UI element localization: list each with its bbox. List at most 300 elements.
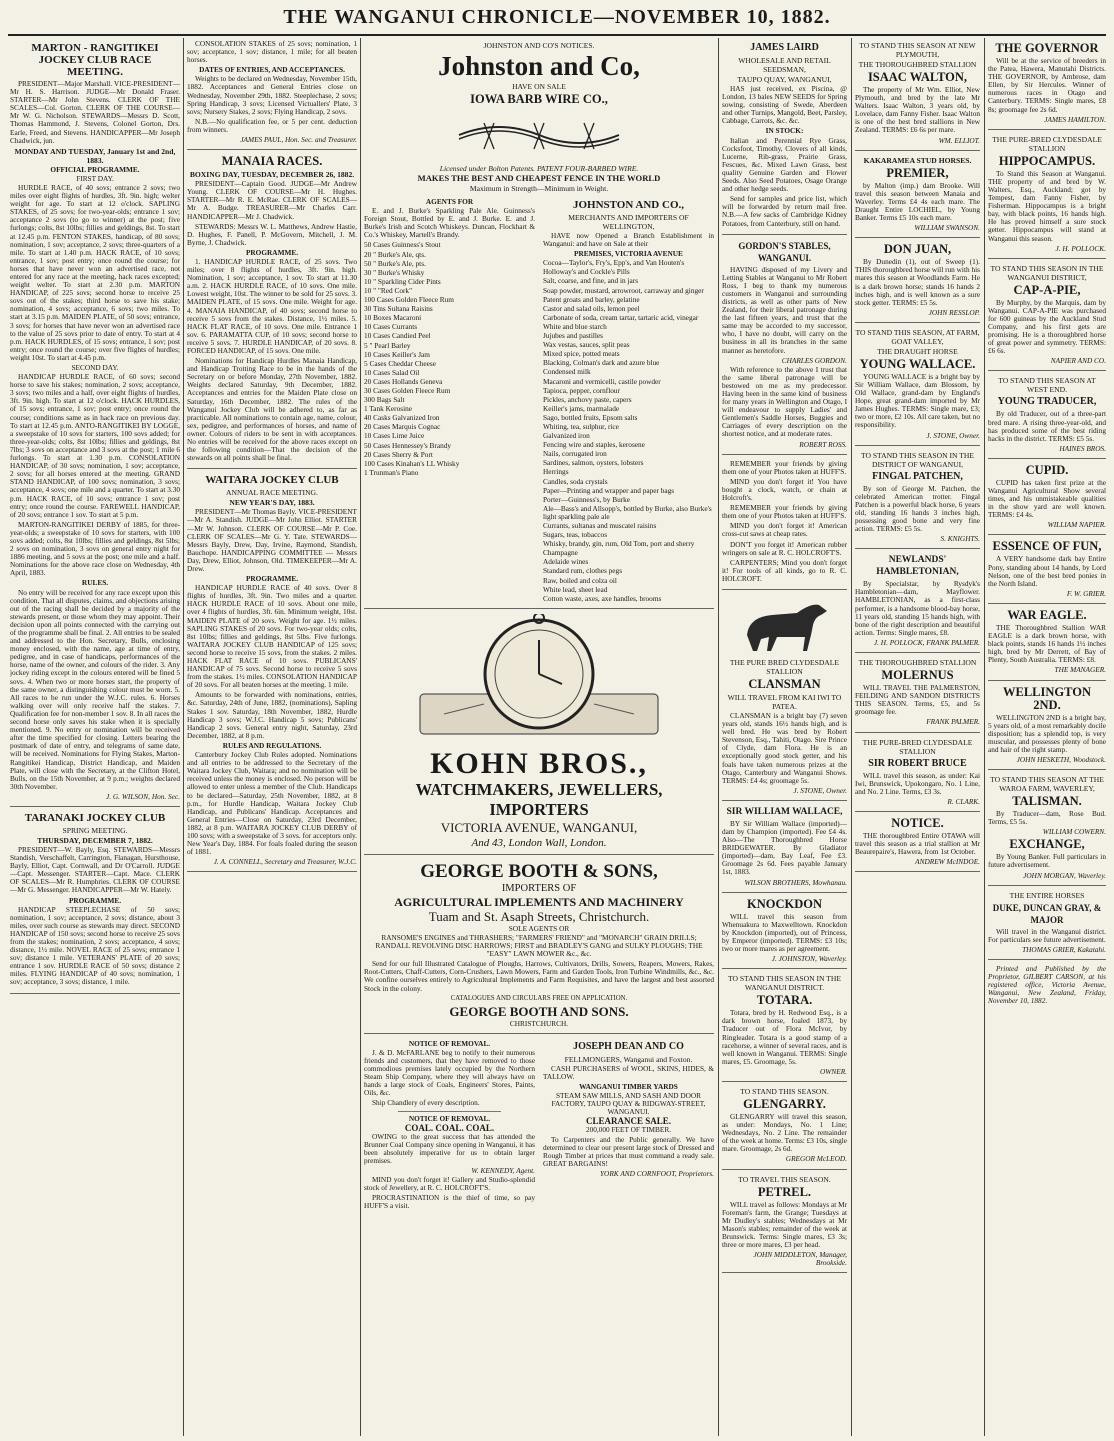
booth-name: GEORGE BOOTH & SONS, [420,860,658,882]
johnston-left [364,197,535,604]
duncan-signature: THOMAS GRIER, Kakatahi. [1022,944,1106,954]
young-traducer-text: By old Traducer, out of a three-part bred mare. A rising three-year-old, and has produced some of the best riding hacks in the district. TERMS: £5 5s. [988,409,1106,443]
stock-item: 50 " Burke's Ale, pts. [364,258,426,268]
stock-item: Candles, soda crystals [543,476,608,486]
column-divider [718,38,719,1436]
hippocampus-name: HIPPOCAMPUS. [998,153,1096,168]
essence-signature: F. W. GRIER. [1066,588,1106,598]
totara-signature: OWNER. [820,1066,847,1076]
stock-item: 10 Cases Salad Oil [364,367,420,377]
laird-stock: Italian and Perennial Rye Grass, Cocksfoot, Timothy, Clovers of all kinds, Lucerne, Rib-grass, Prairie Grass, Fescues, &c. Mixed Lawn Grass, best quality Genuine Garden and Flower Seeds. Also Seed Potatoes, Osage Orange and other hedge seeds. [722,135,847,194]
stock-item: Galvanized iron [543,431,590,441]
molernus-heading: THE THOROUGHBRED STALLION [858,658,977,668]
gordon-signature: CHARLES GORDON. [781,355,847,365]
stock-item: 40 Casks Galvanized Iron [364,413,440,423]
cupid-advert [988,464,1106,536]
stock-item: 50 Cases Guinness's Stout [364,240,441,250]
war-eagle-heading: WAR EAGLE. [1007,607,1087,622]
gordon-signature2: ROBERT ROSS. [799,439,847,449]
knockdon-advert [722,898,847,970]
manaia-text: 1. HANDICAP HURDLE RACE, of 25 sovs. Two miles; over 8 flights of hurdles, 3ft. 9in. high. Nomination, 1 sov; acceptance, 1 sov. To start at 11.30 a.m. 2. HACK HURDLE RACE, of 10 sovs. One mile. Lowest weight, 10st. The winner to be sold for 25 sovs. 3. MAIDEN PLATE, of 15 sovs. One mile. Weight for age. 4. MANAIA HANDICAP, of 40 sovs; second horse to receive 5 sovs from the stakes. Distance, 1½ miles. 5. HACK FLAT RACE, of 10 sovs. One mile. Entrance 1 sov. 6. PARAMATTA CUP, of 10 sovs; second horse to receive 5 sovs. 7. HURDLE HANDICAP, of 20 sovs. 8. FORCED HANDICAP, of 15 sovs. One mile. [187,256,357,355]
totara-heading: TO STAND THIS SEASON IN THE WANGANUI DISTRICT. [727,974,842,993]
exchange-name: EXCHANGE, [1009,837,1085,852]
governor-signature: JAMES HAMILTON. [1044,114,1106,124]
kohn-trade: WATCHMAKERS, JEWELLERS, IMPORTERS [415,779,663,819]
stock-item: Condensed milk [543,367,591,377]
clansman-advert [722,595,847,801]
gordon-text: HAVING disposed of my Livery and Letting Stables at Wanganui to Mr Robert Ross, I beg to thank my numerous customers in Wanganui and surrounding districts, as well as other parts of New Zealand, for their liberal patronage during the last fifteen years, and trust that the same may be accorded to my successor, who, I have no doubt, will carry on the business in all its branches in the same manner as heretofore. [722,264,847,355]
timber-heading: WANGANUI TIMBER YARDS [579,1081,678,1091]
dean-heading: JOSEPH DEAN AND CO [573,1040,684,1052]
knockdon-signature: J. JOHNSTON, Waverley. [771,954,847,964]
johnston2-sub: MERCHANTS AND IMPORTERS OF WELLINGTON, [568,213,689,231]
glengarry-signature: GREGOR McLEOD. [785,1154,847,1164]
wallace-signature: WILSON BROTHERS, Mowhanau. [744,877,847,887]
laird-advert [722,42,847,235]
fingal-heading: TO STAND THIS SEASON IN THE DISTRICT OF WANGANUI, [860,450,975,469]
cap-a-pie-signature: NAPIER AND CO. [1050,356,1106,366]
cap-a-pie-advert [988,264,1106,372]
waitara-closing: Amounts to be forwarded with nominations, entries, &c. Saturday, 24th of June, 1882, (nominations), Sapling Stakes 1 sov. Saturday, 18th November, 1882, Hurdle Handicap 3 sovs; W.J.C. Handicap 5 sovs; Publicans' Handicap 2 sovs. General entry night, Saturday, 23rd December, 1882, at 8 p.m. [187,690,357,740]
timber-signature: YORK AND CORNFOOT, Proprietors. [600,1168,714,1178]
laird-sub: WHOLESALE AND RETAIL SEEDSMAN, [738,56,831,74]
robert-bruce-advert [855,738,980,812]
stock-item: 20 Cases Hollands Geneva [364,376,443,386]
marton-officers: PRESIDENT—Major Marshall. VICE-PRESIDENT—Mr H. S. Harrison. JUDGE—Mr Donald Fraser. STARTER—Mr John Stevens. CLERK OF THE SCALES—Col. Gorton. CLERK OF THE COURSE—Mr W. G. Nicholson. STEWARDS—Messrs D. Scott, Thomas Hammond, J. Stevens, Colonel Gorton, Drs. Earle, Freed, and Stevens. HANDICAPPER—Mr Joseph Chadwick, jun. [10,79,180,145]
glengarry-advert [722,1087,847,1170]
patent-line: Licensed under Bolton Patents. PATENT FOUR-BARBED WIRE. [439,164,639,173]
governor-advert [988,42,1106,130]
marton-first-day: FIRST DAY. [76,173,114,183]
stock-item: Whiting, tea, sulphur, rice [543,421,619,431]
wellington-heading: WELLINGTON 2ND. [1003,684,1091,712]
nb-text: N.B.—No qualification fee, or 5 per cent. deduction from winners. [187,116,357,134]
dean-text: CASH PURCHASERS of WOOL, SKINS, HIDES, & TALLOW. [543,1063,714,1081]
johnston-two-column [364,197,714,604]
don-juan-advert [855,243,980,323]
johnston-right [543,197,714,604]
molernus-signature: FRANK PALMER. [926,717,980,727]
premier-advert [855,156,980,239]
taranaki-heading: TARANAKI JOCKEY CLUB [24,811,166,824]
talisman-text: By Traducer—dam, Rose Bud. Terms, £5 5s. [988,809,1106,827]
stock-item: Porter—Guinness's, by Burke [543,494,631,504]
maximum-line: Maximum in Strength—Minimum in Weight. [469,184,609,193]
stock-item: 20 " Burke's Ale, qts. [364,249,426,259]
makes-line: MAKES THE BEST AND CHEAPEST FENCE IN THE WORLD [417,173,661,183]
agents-text: E. and J. Burke's Sparkling Pale Ale. Guinness's Foreign Stout, Bottled by E. and J. Burke. E. and J. Burke's Irish and Scotch Whiskeys. Duncan, Flockhart & Co.'s Whiskey, Martell's Brandy. [364,206,535,240]
gordon-advert [722,240,847,455]
petrel-text: WILL travel as follows: Mondays at Mr Foreman's farm, the Grange; Tuesdays at Mr Dudley's stables; Wednesdays at Mr Mason's stables; remainder of the week at Brunswick. Terms: Single mares, £3 3s; three or more mares, £3 per head. [722,1199,847,1249]
totara-name: TOTARA. [756,993,813,1008]
war-eagle-text: THE Thoroughbred Stallion WAR EAGLE is a dark brown horse, with black points, stands 16 hands 1½ inches high, bred by Mr Derrett, of Bay of Plenty, South Australia. TERMS: £8. [988,622,1106,665]
exchange-text: By Young Banker. Full particulars in future advertisement. [988,852,1106,870]
booth-importers: IMPORTERS OF [501,882,577,894]
column-divider [984,38,985,1436]
booth-signature: GEORGE BOOTH AND SONS. [449,1003,629,1019]
essence-advert [988,540,1106,603]
waitara-signature: J. A. CONNELL, Secretary and Treasurer, W.J.C. [213,857,357,867]
marton-rules-title: RULES. [81,578,109,588]
stock-item: 10 " "Red Cork" [364,285,413,295]
stock-item: 10 Boxes Macaroni [364,313,422,323]
short-notice: MIND you don't forget it! You have bought a clock, watch, or chain at Holcroft's. [722,476,847,503]
imprint: Printed and Published by the Proprietor, GILBERT CARSON, at his registered office, Victoria Avenue, Wanganui, New Zealand, Friday, November 10, 1882. [988,963,1106,1006]
petrel-signature: JOHN MIDDLETON, Manager, Brookside. [753,1250,847,1268]
hippocampus-advert [988,135,1106,259]
taranaki-text: HANDICAP STEEPLECHASE of 50 sovs; nomination, 1 sov; acceptance, 2 sovs; distance, about 3 miles, over such course as stewards may direct. SECOND HANDICAP of 150 sovs; second horse to receive 25 sovs from the stakes; nomination, 2 sovs; acceptance, 4 sovs; distance, 1½ mile. NOVEL RACE of 25 sovs; entrance 1 sov; distance 1 mile. VETERANS' PLATE of 20 sovs; entrance 1 sov. HURDLE RACE of 50 sovs; distance 2 miles. FLYING HANDICAP of 40 sovs; nomination, 1 sov; acceptance, 3 sovs; distance, 1 mile. [10,904,180,987]
lower-two-column [364,1039,714,1213]
wallace-heading: SIR WILLIAM WALLACE, [726,806,843,817]
governor-text: Will be at the service of breeders in the Patea, Hawera, Manutahi Districts. THE GOVERNOR, by Ambrose, dam Ellen, by Sir Hercules. Winner of numerous races in Otago and Canterbury. TERMS: Single mares, £8 8s; groomage fee 2s 6d. [988,56,1106,114]
gordon-heading: GORDON'S STABLES, WANGANUI. [738,240,831,263]
stock-item: White and blue starch [543,321,607,331]
column-divider [183,38,184,1436]
huffs-notices [722,460,847,590]
stock-item: Mixed spice, potted meats [543,349,620,359]
stock-item: Ale—Bass's and Allsopp's, bottled by Burke, also Burke's light sparkling pale ale [543,503,712,521]
essence-heading: ESSENCE OF FUN, [992,539,1102,554]
fingal-text: By son of George M. Patchen, the celebrated American trotter. Fingal Patchen is a powerful black horse, 6 years old, standing 16 hands 3 inches high, possessing good bone and very fine action. TERMS: £5 5s. [855,483,980,534]
dean-column [543,1039,714,1213]
young-wallace-caption: THE DRAUGHT HORSE [877,346,958,356]
taranaki-programme-title: PROGRAMME. [68,895,122,905]
wallace-advert [722,806,847,893]
stock-item: 300 Bags Salt [364,395,405,405]
waitara-advert [187,474,357,872]
short-notice: REMEMBER your friends by giving them one of your Photos taken at HUFF'S. [722,503,847,521]
don-juan-heading: DON JUAN, [883,242,952,257]
stock-item: Carbonate of soda, cream tartar, tartaric acid, vinegar [543,312,699,322]
waitara-heading: WAITARA JOCKEY CLUB [205,474,339,487]
essence-text: A VERY handsome dark bay Entire Pony, standing about 14 hands, by Lord Nelson, one of the best bred ponies in the North Island. [988,554,1106,588]
stock-item: Jujubes and pastilles [543,331,603,341]
stock-item: 100 Cases Kinahan's LL Whisky [364,458,460,468]
kohn-address: VICTORIA AVENUE, WANGANUI, [440,819,638,835]
fingal-name: FINGAL PATCHEN, [872,470,963,482]
stock-item: Adelaide wines [543,557,589,567]
stock-item: Currants, sultanas and muscatel raisins [543,521,657,530]
have-on-sale: HAVE ON SALE [512,82,566,91]
johnston2-title: JOHNSTON AND CO., [572,199,685,211]
duncan-advert [988,891,1106,960]
manaia-nominations: Nominations for Handicap Hurdles Manaia Handicap, and Handicap Trotting Race to be in the hands of the Secretary on or before Monday, 27th November, 1882. Weights declared Saturday, 9th December, 1882. Acceptances and entries for the Maiden Plate close on Saturday, 16th December, 1882. The rules of the Wanganui Jockey Club will be adhered to, as far as practicable. All nominations to contain age, name, colour, sex, pedigree, and performances of horses, and name of owner. Colours of riders to be sent in with acceptances. No entries will be received for the above races except on the following condition—That the decision of the stewards on all points shall be final. [187,356,357,463]
stock-item: Whisky, brandy, gin, rum, Old Tom, port and sherry [543,539,695,549]
robert-bruce-name: SIR ROBERT BRUCE [868,757,967,769]
kohn-name: KOHN BROS., [430,746,648,780]
stock-item: Holloway's and Cockle's Pills [543,267,630,277]
marton-programme-title: OFFICIAL PROGRAMME. [50,164,140,174]
war-eagle-signature: THE MANAGER. [1054,665,1106,675]
molernus-advert [855,658,980,732]
stock-item: 10 Cases Candied Peel [364,331,431,341]
dean-sub: FELLMONGERS, Wanganui and Foxton. [564,1054,693,1064]
short-notice: CARPENTERS; Mind you don't forget it! For tools of all kinds, go to R. C. HOLCROFT. [722,557,847,583]
marton-heading: MARTON - RANGITIKEI JOCKEY CLUB RACE MEETING. [31,42,159,78]
kohn-advert [364,614,714,855]
manaia-heading: MANAIA RACES. [221,154,323,169]
isaac-walton-advert [855,41,980,151]
removal2-title: NOTICE OF REMOVAL. [408,1113,491,1123]
petrel-advert [722,1175,847,1274]
coal-signature: W. KENNEDY, Agent. [471,1166,535,1176]
stock-item: 5 Cases Cheddar Cheese [364,358,436,368]
talisman-advert [988,775,1106,886]
notice-heading: NOTICE. [891,815,944,830]
stock-list-left [364,241,535,476]
don-juan-text: By Dunedin (1), out of Sweep (1). THIS thoroughbred horse will run with his mares this season at Woodlands Farm. He is a dark brown horse; stands 16 hands 2 inches high, and is well known as a sure stock getter. TERMS: £5 5s. [855,257,980,307]
consolation-advert [187,40,357,150]
column-6 [988,40,1106,1432]
consolation-text: CONSOLATION STAKES of 25 sovs; nomination, 1 sov; acceptance, 1 sov; distance, 1 mile; for all beaten horses. [187,40,357,65]
isaac-name: ISAAC WALTON, [867,70,968,84]
timber-feet: 200,000 FEET OF TIMBER. [585,1125,672,1135]
laird-address: TAUPO QUAY, WANGANUI, [737,75,832,84]
stock-item: 10 Cases Currants [364,322,418,332]
booth-line: AGRICULTURAL IMPLEMENTS AND MACHINERY [394,894,684,909]
booth-text: Send for our full Illustrated Catalogue of Ploughs, Harrows, Cultivators, Drills, Sowers, Reapers, Mowers, Rakes, Root-Cutters, Chaff-Cutters, Corn-Crushers, Lawn Mowers, Farm and Garden Tools, Iron Turbine Windmills, &c., &c. We confine ourselves entirely to Agricultural Implements and Farm Requisites, and have the largest and best assorted Stock in the colony. [364,959,714,993]
stock-item: Pickles, anchovy paste, capers [543,394,632,404]
manaia-date: BOXING DAY, TUESDAY, DECEMBER 26, 1882. [189,170,355,180]
stock-item: Macaroni and vermicelli, castile powder [543,376,661,386]
stock-item: 100 Cases Golden Fleece Rum [364,295,454,305]
notice-signature: ANDREW McINDOE. [915,857,980,867]
hippocampus-text: To Stand this Season at Wanganui. THE property of and bred by W. Walters, Esq., Auckland; got by Tempest, dam Fanny Fisher, by Fisherman. Hippocampus is a bright bay, with black points, 16 hands high. He has proved himself a sure stock getter. Hippocampus will stand at Wanganui this season. [988,168,1106,243]
stock-item: 20 Cases Sherry & Port [364,449,433,459]
hippocampus-caption: THE PURE-BRED CLYDESDALE STALLION [992,134,1102,153]
stock-item: Fencing wire and staples, kerosene [543,440,645,450]
removal-column [364,1039,535,1213]
molernus-text: WILL TRAVEL THE PALMERSTON, FEILDING AND SANDON DISTRICTS THIS SEASON. Terms, £5, and 5s groomage fee. [855,683,980,717]
paul-signature: JAMES PAUL, Hon. Sec. and Treasurer. [240,135,357,145]
marton-derby-text: MARTON-RANGITIKEI DERBY of 1885, for three-year-olds; a sweepstake of 10 sovs for starters, with 100 sovs added; colts, 8st 10lbs; fillies and geldings, 8st 5lbs; 2 sovs on nomination, 3 sovs on general entry night for 1886 meeting, and 5 sovs at the post; one mile and a half. Nominations for the above race close on Wednesday, 4th April, 1883. [10,519,180,578]
timber-sub: STEAM SAW MILLS, AND SASH AND DOOR FACTORY, TAUPO QUAY & RIDGWAY-STREET, WANGANUI. [551,1091,706,1117]
duncan-name: DUKE, DUNCAN GRAY, & MAJOR [992,902,1102,925]
petrel-heading: TO TRAVEL THIS SEASON. [738,1174,831,1184]
masthead: THE WANGANUI CHRONICLE—NOVEMBER 10, 1882. [283,6,831,28]
stock-item: 30 Cases Golden Fleece Rum [364,385,451,395]
clansman-text: CLANSMAN is a bright bay (7) seven years old, stands 16½ hands high, and is well bred. He was bred by Robert Stevenson, Esq., Tahiti, Otago. Sire Prince of Clyde, dam Flora. He is an exceptionally good stock getter, and his foals have taken numerous prizes at the Otago, Canterbury and Wanganui Shows. TERMS: £4 4s; groomage 5s. [722,710,847,785]
short-notice: MIND you don't forget it! American cross-cut saws at cheap rates. [722,521,847,539]
don-juan-signature: JOHN RESSLOP. [928,307,980,317]
stock-item: Patent groats and barley, gelatine [543,294,640,304]
stock-item: Salt, coarse, and fine, and in jars [543,276,639,286]
booth-city: CHRISTCHURCH. [509,1018,569,1028]
isaac-text: The property of Mr Wm. Elliot, New Plymouth, and bred by the late Mr Walters. Isaac Walton, 3 years old, by Lovelace, dam Fanny Fisher. Isaac Walton is one of the best bred stallions in New Zealand. TERMS: £6 6s per mare. [855,85,980,135]
wellington-advert [988,686,1106,771]
talisman-name: TALISMAN. [1012,794,1082,809]
notice-text: THE thoroughbred Entire OTAWA will travel this season as a trial stallion at Mr Beaurepaire's, Hawera, from 1st October. [855,830,980,857]
premier-name: PREMIER, [886,165,949,180]
column-divider [360,38,361,1436]
column-3 [364,40,714,1432]
taranaki-date: THURSDAY, DECEMBER 7, 1882. [37,835,153,845]
clansman-name: CLANSMAN [748,676,821,691]
hambletonian-heading: NEWLANDS' HAMBLETONIAN, [876,555,959,578]
stock-item: Tapioca, pepper, cornflour [543,385,620,395]
marton-signature: J. G. WILSON, Hon. Sec. [106,791,180,801]
marton-rules-text: No entry will be received for any race except upon this condition, That all disputes, claims, and objections arising out of the racing shall be decided by a majority of the stewards present, or those whom they may appoint. Their decision upon all points connected with the carrying out of the programme shall be final. 2. All entries to be sealed and addressed to the Hon. Secretary, Bulls, enclosing money enclosed, with the name, age at time of entry, pedigree, and in case of handicaps, performances of the horse, name of the owner, and colours of the rider. 3. Any jockey riding except in the colours entered will be fined 5 sovs. 4. When two or more horses start, the property of the same owner, a distinguishing colour must be worn. 5. All races to be run under the W.J.C. rules. 6. Horses walking over will only receive half the stakes. 7. Qualification fee for non-member 1 sov. 8. In all races the second horse only saves his stake when it is specially mentioned. 9. No entry or nomination will be received after the time specified for closing. Letters bearing the postmark of date of entry, and telegrams of same date, will be received. Nominations for Flying Stakes, Marton-Rangitikei Handicap, District Handicap, and Maiden Plate, will close with the Secretary, at the Clifton Hotel, Bulls, on the 15th November, at 9 p.m.; weights declared 30th November. [10,587,180,791]
stock-item: Wax vestas, sauces, split peas [543,340,630,350]
waitara-programme-title: PROGRAMME. [245,574,299,584]
stock-item: 10 Cases Lime Juice [364,431,425,441]
wellington-signature: JOHN HESKETH, Woodstock. [1016,754,1106,764]
totara-text: Totara, bred by H. Redwood Esq., is a dark brown horse, foaled 1873, by Traducer out of Flora McIvor, by Ringleader. Totara is a good stamp of a racehorse, a winner of several races, and is well known in Wanganui. TERMS: Single mares, £5. Groomage, 5s. [722,1008,847,1066]
stock-item: Sugars, teas, tobaccos [543,530,608,540]
manaia-programme-title: PROGRAMME. [245,247,299,257]
isaac-caption: THE THOROUGHBRED STALLION [858,60,977,69]
taranaki-officers: PRESIDENT—W. Bayly, Esq. STEWARDS—Messrs Standish, Verschaffelt, Carrington, Flanagan, Hursthouse, Bayly, Elliot, Capt. Cornwall, and Dr O'Carroll. JUDGE—Capt. Messenger. STARTER—Capt. Mace. CLERK OF SCALES—Mr R. Humphries. CLERK OF COURSE—Mr G. Messenger. HANDICAPPER—Mr W. Hately. [10,844,180,895]
dates-title: DATES OF ENTRIES, AND ACCEPTANCES. [199,65,345,75]
agents-title: AGENTS FOR [425,197,474,206]
booth-address: Tuam and St. Asaph Streets, Christchurch. [428,908,650,924]
stock-item: 1 Tank Kerosine [364,404,412,414]
short-notice: DON'T you forget it! American rubber wringers on sale at R. C. HOLCROFT'S. [722,539,847,557]
exchange-signature: JOHN MORGAN, Waverley. [1023,870,1106,880]
stock-item: Sago, bottled fruits, Epsom salts [543,412,638,422]
stock-item: 30 " Burke's Whisky [364,267,425,277]
young-traducer-name: YOUNG TRADUCER, [997,396,1097,408]
otawa-notice [855,817,980,872]
column-1 [10,40,180,1432]
molernus-name: MOLERNUS [881,668,954,683]
duncan-text: Will travel in the Wanganui district. For particulars see future advertisement. [988,926,1106,944]
johnston-banner: JOHNSTON AND CO'S NOTICES. [483,41,595,50]
taranaki-sub: SPRING MEETING. [62,825,128,835]
stock-item: Sardines, salmon, oysters, lobsters [543,458,644,468]
dates-text: Weights to be declared on Wednesday, November 15th, 1882. Acceptances and General Entries close on Wednesday, November 29th, 1882. Steeplechase, 2 sovs; Spring Handicap, 3 sovs; Licensed Victuallers' Plate, 3 sovs; Nursery Stakes, 2 sovs; Flying Handicap, 2 sovs. [187,74,357,116]
premier-signature: WILLIAM SWANSON. [914,223,980,233]
laird-heading: JAMES LAIRD [750,42,819,53]
stock-item: Raw, boiled and colza oil [543,575,617,585]
coal-heading: COAL. COAL. COAL. [404,1122,495,1133]
johnston2-text: HAVE now Opened a Branch Establishment in Wanganui: and have on Sale at their [543,231,714,249]
waitara-rules-text: Canterbury Jockey Club Rules adopted. Nominations and all entries to be addressed to the Secretary of the Waitara Jockey Club, Waitara; and no nomination will be received unless the money is enclosed. No person will be allowed to enter unless a member of the Club. Handicaps to be declared—Saturday, 25th November, 1882, at 8 p.m., for Hurdle Handicap, Waitara Jockey Club Handicap, and Publicans' Handicap. Acceptances and General Entries—Close on Saturday, 23rd December, 1882, at 8 p.m. WAITARA JOCKEY CLUB DERBY of 100 sovs; with a sweepstake of 3 sovs. for acceptors only. New Year's Day, 1884. For foals foaled during the season of 1881. [187,750,357,857]
stock-item: Castor and salad oils, lemon peel [543,303,640,313]
young-wallace-text: YOUNG WALLACE is a bright bay by Sir William Wallace, dam Blossom, by Old Wallace, grand-dam by England's Hope, great grand-dam imported by Mr James Hughes. TERMS: Single mare, £3; two or more, £2 10s. All care taken, but no responsibility. [855,371,980,430]
short-notice: REMEMBER your friends by giving them one of your Photos taken at HUFF'S. [722,458,847,476]
gordon-text2: With reference to the above I trust that the same liberal patronage will be bestowed on me as my predecessor. Having been in the same kind of business for many years in Wellington and Otago, I will endeavour to supply Ladies' and Gentlemen's Saddle Horses, Buggies and Carriages of every description on the shortest notice, and at moderate rates. [722,364,847,439]
waitara-officers: PRESIDENT—Mr Thomas Bayly. VICE-PRESIDENT—Mr A. Standish. JUDGE—Mr John Elliot. STARTER—Mr W. Johnson. CLERK OF COURSE—Mr P. Coe. CLERK OF SCALES—Mr G. Y. Tate. STEWARDS—Messrs Bayly, Drew, Day, Irvine, Raymond, Standish, Bauchope. HANDICAPPING COMMITTEE — Messrs Day, Drew, Elliot, Johnson, Old. TIMEKEEPER—Mr A. Drew. [187,507,357,573]
hambletonian-advert [855,554,980,653]
cap-a-pie-heading: TO STAND THIS SEASON IN THE WANGANUI DISTRICT, [990,263,1104,282]
glengarry-name: GLENGARRY. [743,1096,826,1111]
premier-heading: KAKARAMEA STUD HORSES. [863,155,972,165]
kohn-london: And 43, London Wall, London. [471,836,607,849]
wellington-text: WELLINGTON 2ND is a bright bay, 5 years old, of a most remarkably docile disposition; has a splendid top, is very muscular, and possesses plenty of bone and hair of the right stamp. [988,712,1106,754]
cupid-heading: CUPID. [1025,462,1069,477]
iowa-line: IOWA BARB WIRE CO., [470,92,608,106]
young-wallace-signature: J. STONE, Owner. [926,430,980,440]
barbed-wire-illustration [454,109,624,161]
marton-second-day-text: HANDICAP HURDLE RACE, of 60 sovs; second horse to save his stakes; nomination, 2 sovs; acceptance, 3 sovs; two miles and a half, over eight flights of hurdles, 3ft. 9in. high. To start at 12 o'clock. HACK HURDLES, of 15 sovs; entrance, 1 sov; post entry; once round the course; conditions same as in hack race on previous day. To start at 12.45 p.m. ANTO-RANGITIKEI BY LOGGE, a sweepstake of 10 sovs for starters, 100 sovs added; for three-year-olds; colts, 8st 10lbs; fillies and geldings, 8st 7lbs; 3 sovs on acceptance and 3 sovs at the post; 1 mile 6 furlongs. To start at 1.30 p.m. CONSOLATION HANDICAP, of 30 sovs; nomination, 1 sov; acceptance, 2 sovs; for all horses entered at the meeting. GRAND STAND HANDICAP, of 100 sovs; nomination, 3 sovs; acceptance, 4 sovs; one mile and a quarter. To start at 3.30 p.m. HACK RACE, of 10 sovs; entrance 1 sov; post entry; once round the course. FAREWELL HANDICAP, of 20 sovs; entrance 1 sov. To start at 5 p.m. [10,372,180,519]
cap-a-pie-name: CAP-A-PIE, [1013,282,1081,297]
stock-item: Paper—Printing and wrapper and paper bags [543,485,675,495]
marton-days: MONDAY AND TUESDAY, January 1st and 2nd, 1883. [14,146,176,165]
procrastination: PROCRASTINATION is the thief of time, so pay HUFF'S a visit. [364,1193,535,1211]
stock-item: 10 Cases Keiller's Jam [364,349,430,359]
stock-item: Champagne [543,548,578,558]
isaac-heading: TO STAND THIS SEASON AT NEW PLYMOUTH, [859,41,976,59]
waitara-rules-title: RULES AND REGULATIONS. [222,740,322,750]
cupid-text: CUPID has taken first prize at the Wanganui Agricultural Show several times, and his unmistakeable qualities in the show yard are well known. TERMS: £4 4s. [988,477,1106,520]
talisman-signature: WILLIAM COWERN. [1042,827,1106,837]
waitara-date: NEW YEAR'S DAY, 1883. [229,498,315,508]
watch-illustration [414,614,664,742]
stock-list-right [543,259,714,603]
talisman-heading: TO STAND THIS SEASON AT THE WAROA FARM, WAVERLEY, [990,775,1104,794]
premises-line: PREMISES, VICTORIA AVENUE [574,249,683,259]
premier-text: by Malton (imp.) dam Brooke. Will travel this season between Manaia and Waverley. Terms £4 4s each mare. The Draught Entire LOCHIEL, by Young Banker. Terms £5 10s each mare. [855,180,980,223]
booth-advert [364,861,714,1034]
stock-item: Blacking, Colman's dark and azure blue [543,358,660,368]
removal-text: J. & D. McFARLANE beg to notify to their numerous friends and customers, that they have removed to those commodious premises lately occupied by the Northern Steam Ship Company, where they will always have on hands a large stock of Coals, Engineers' Stores, Paints, Oils, &c. [364,1047,535,1098]
stock-item: Soap powder, mustard, arrowroot, carraway and ginger [543,285,704,295]
stock-item: 10 " Sparkling Cider Pints [364,276,441,286]
booth-catalogues: CATALOGUES AND CIRCULARS FREE ON APPLICATION. [450,994,628,1002]
clansman-caption: THE PURE BRED CLYDESDALE STALLION [729,657,840,676]
manaia-officers: PRESIDENT—Captain Good. JUDGE—Mr Andrew Young. CLERK OF COURSE—Mr H. Hughes. STARTER—Mr R. E. McRae. CLERK OF SCALES—Mr A. Budge. TREASURER—Mr Charles Carr. HANDICAPPER—Mr J. Chadwick. [187,179,357,221]
horse-illustration [727,595,842,655]
young-traducer-advert [988,376,1106,458]
young-wallace-heading: TO STAND THIS SEASON, AT FARM, GOAT VALLEY, [855,327,980,346]
column-5 [855,40,980,1432]
cap-a-pie-text: By Murphy, by the Marquis, dam by Wanganui. CAP-A-PIE was purchased for 600 guineas by the Auckland Stud Company, and his first gets are promising. He is a thoroughbred horse of great power and symmetry. TERMS: £6 6s. [988,297,1106,356]
isaac-signature: WM. ELLIOT. [938,135,980,145]
knockdon-heading: KNOCKDON [747,896,822,911]
robert-bruce-heading: THE PURE-BRED CLYDESDALE STALLION [862,737,973,756]
laird-note: Send for samples and price list, which will be forwarded by return mail free. N.B.—A few sacks of Cambridge Kidney Potatoes, from Canterbury, still on hand. [722,194,847,228]
johnston-advert [364,41,714,609]
column-divider [851,38,852,1436]
cupid-signature: WILLIAM NAPIER. [1047,520,1106,530]
clansman-signature: J. STONE, Owner. [793,785,847,795]
booth-agencies: RANSOME'S ENGINES and THRASHERS; "FARMERS' FRIEND" and "MONARCH" GRAIN DRILLS; RANDALL REVOLVING DISC HARROWS; FIRST and BRADLEY'S GANG and SULKY PLOUGHS; THE "EASY" LAWN MOWER &c., &c. [375,932,703,959]
removal-title: NOTICE OF REMOVAL. [408,1038,491,1048]
johnston-title: Johnston and Co, [438,51,640,81]
young-traducer-signature: HAINES BROS. [1059,443,1106,453]
stock-item: Cocoa—Taylor's, Fry's, Epp's, and Van Houten's [543,258,685,268]
stock-item: Herrings [543,467,569,477]
young-traducer-heading: TO STAND THIS SEASON AT WEST END. [998,376,1096,395]
war-eagle-advert [988,609,1106,681]
young-wallace-name: YOUNG WALLACE. [859,356,976,371]
laird-text: HAS just received, ex Piscina, @ London, 13 bales NEW SEEDS for Spring sowing, consisting of Swede, Aberdeen and other Turnips, Mangold, Beet, Parsley, Cabbage, Carrots, &c. &c. [722,84,847,126]
column-4 [722,40,847,1432]
fingal-advert [855,451,980,550]
stock-item: 5 " Pearl Barley [364,340,411,350]
knockdon-text: WILL travel this season from Whenuakura to Maxwelltown. Knockdon by Knockdon (imported), out of Princess, by Emperor (imported). TERMS: £3 10s; two or more mares as per agreement. [722,911,847,954]
coal-text: OWING to the great success that has attended the Brunner Coal Company since opening in Wanganui, it has been absolutely imperative for us to obtain larger premises. [364,1131,535,1165]
waitara-sub: ANNUAL RACE MEETING. [226,488,318,498]
removal-signature: Ship Chandlery of every description. [372,1098,480,1108]
stock-item: Cotton waste, axes, axe handles, brooms [543,593,662,603]
petrel-name: PETREL. [757,1184,812,1199]
hambletonian-text: By Specialstar, by Rysdyk's Hambletonian—dam, Mayflower. HAMBLETONIAN, as a first-class performer, is a handsome blood-bay horse, 11 years old, standing 15 hands high, with bone of the right description and beautiful action. Terms: Single mares, £8. [855,579,980,637]
fingal-signature: S. KNIGHTS. [940,534,980,544]
stock-item: Keiller's jams, marmalade [543,403,620,413]
marton-second-day: SECOND DAY. [71,363,119,372]
marton-first-day-text: HURDLE RACE, of 40 sovs; entrance 2 sovs; two miles over eight flights of hurdles, 3ft. 9in. high; welter weight for age. To start at 12 o'clock. SAPLING STAKES, of 25 sovs; for two-year-olds; entrance 1 sov; acceptance 2 sovs (to go to winner) at the post; five furlongs; colts, 8st 10lbs; fillies and geldings, 8st. To start at 12.45 p.m. FENTON STAKES, handicap, of 80 sovs; nomination, 1 sov; acceptance, 2 sovs; three-quarters of a mile. To start at 1.40 p.m. HACK RACE, of 10 sovs; entrance, 1 sov; post entry; once round the course; for horses that have never won an advertised race, not entered for any race at the meeting, hack races excepted; weight welter. To start at 2.30 p.m. MARTON HANDICAP, of 225 sovs; second horse to receive 25 sovs out of the stakes; third horse to save his stake; nomination, 4 sovs; acceptance, 6 sovs; two miles. To start at 3.15 p.m. MAIDEN PLATE, of 50 sovs; entrance, 3 sovs; for horses that have never won an advertised race to the value of 25 sovs prior to date of entry. To start at 4 p.m. HACK HURDLES, of 15 sovs; entrance, 1 sov; post entry; once round the course; over five flights of hurdles; weight 10st. To start at 4.45 p.m. [10,182,180,362]
clansman-sub: WILL TRAVEL FROM KAI IWI TO PATEA. [727,692,842,711]
kohn-mind: MIND you don't forget it! Gallery and Studio-splendid stock of Jewellery, at R. C. HOLCROFT'S. [364,1175,535,1193]
hippocampus-signature: J. H. POLLOCK. [1055,243,1106,253]
manaia-advert [187,155,357,469]
taranaki-advert [10,812,180,994]
robert-bruce-text: WILL travel this season, as under: Kai Iwi, Brunswick, Upokongaro, No. 1 Line, and No. 2 Line. Terms, £3 3s. [855,770,980,796]
clearance-sale: CLEARANCE SALE. [585,1116,672,1127]
laird-stock-title: IN STOCK: [765,126,804,136]
